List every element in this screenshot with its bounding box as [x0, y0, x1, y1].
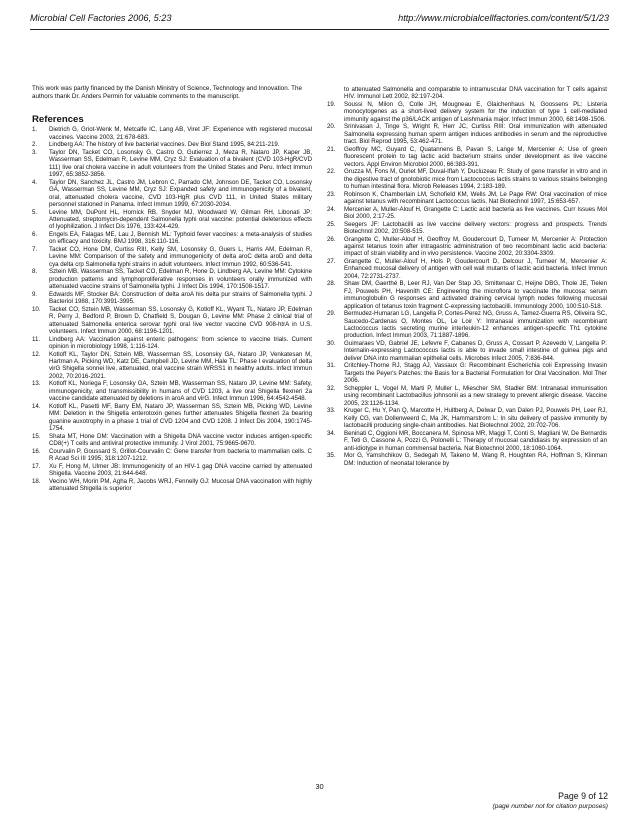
reference-item [327, 191, 607, 206]
reference-text: Tacket CO, Hone DM, Curtiss RIII, Kelly SM, Losonsky G, Guers L, Harris AM, Edelman R, Levine MM: Comparison of the safety and immunogenicity of delta aroC delta aroD and delta cya delta crp Salmonella typhi strains in adult volunteers. Infect Immun 1992, 60:536-541. [49, 246, 312, 268]
reference-text: Critchley-Thorne RJ, Stagg AJ, Vassaux G: Recombinant Escherichia coli Expressing Invasin Targets the Peyer's Patches: the Basis for a Bacterial Formulation for Oral Vaccination. Mol Ther 2006. [344, 362, 607, 385]
reference-item [327, 407, 607, 429]
reference-item [327, 310, 607, 340]
header-divider [30, 29, 609, 30]
reference-item [32, 291, 312, 306]
reference-item [32, 306, 312, 336]
reference-text: Kotloff KL, Pasetti MF, Barry EM, Nataro JP, Wasserman SS, Sztein MB, Picking WD, Levine MM: Deletion in the Shigella enterotoxin genes further attenuates Shigella flexneri 2a bearing guanine auxotrophy in a phase 1 trial of CVD 1204 and CVD 1208. J Infect Dis 2004, 190:1745-1754. [49, 402, 312, 433]
reference-number: 6. [32, 231, 38, 239]
reference-text: Taylor DN, Sanchez JL, Castro JM, Lebron C, Parrado CM, Johnson DE, Tacket CO, Losonsky GA, Wasserman SS, Levine MM, Cryz SJ: Expanded safety and immunogenicity of a bivalent, oral, attenuated cholera vaccine, CVD 103-HgR plus CVD 111, in United States military personnel stationed in Panama. Infect Immun 1999, 67:2030-2034. [49, 178, 312, 209]
reference-item [327, 362, 607, 384]
reference-number: 34. [327, 429, 336, 437]
reference-number: 19. [327, 101, 336, 108]
reference-item [32, 433, 312, 448]
reference-item [327, 221, 607, 236]
reference-number: 27. [327, 258, 336, 266]
reference-text: Grangette C, Muller-Alouf H, Geoffroy M, Goudercourt D, Turneer M, Mercenier A: Protection against tetanus toxin after intragastric administration of two recombinant lactic acid bacteria: impact of strain viability and in vivo persistence. Vaccine 2002, 20:3304-3309. [344, 235, 607, 258]
reference-number: 7. [32, 246, 38, 254]
reference-item [32, 268, 312, 290]
reference-text: Shaw DM, Gaerthé B, Leer RJ, Van Der Stap JG, Smittenaar C, Heijne DBG, Thole JE, Tielen FJ, Pouwels PH, Havenith CE: Engineering the microflora to vaccinate the mucosa: serum immunoglobulin G responses and activated draining cervical lymph nodes following mucosal application of tetanus toxin fragment C-expressing lactobacilli. Immunology 2000, 100:510-518. [344, 280, 607, 310]
reference-number: 23. [327, 190, 336, 198]
reference-text: Levine MM, DuPont HL, Hornick RB, Snyder MJ, Woodward W, Gilman RH, Libonati JP: Attenuated, streptomycin-dependent Salmonella typhi oral vaccine: potential deleterious effects of lyophilization. J Infect Dis 1976, 133:424-429. [49, 208, 312, 231]
reference-number: 4. [32, 178, 38, 186]
reference-number: 15. [32, 432, 41, 440]
reference-text: Courvalin P, Goussard S, Grillot-Courvalin C: Gene transfer from bacteria to mammalian cells. C R Acad Sci III 1995, 318:1207-1212. [49, 447, 312, 463]
reference-text: Mor G, Yamshchikov G, Sedegah M, Takeno M, Wang R, Houghten RA, Hoffman S, Klinman DM: Induction of neonatal tolerance by [344, 452, 607, 467]
reference-number: 35. [327, 452, 336, 460]
reference-item [327, 385, 607, 407]
reference-text: Soussi N, Milon G, Colle JH, Mougneau E, Glaichenhaus N, Goossens PL: Listeria monocytogenes as a short-lived delivery system for the induction of type 1 cell-mediated immunity against the p36/LACK antigen of Leishmania major. Infect Immun 2000, 68:1498-1506. [344, 101, 607, 123]
reference-number: 11. [32, 335, 41, 343]
reference-text: Lindberg AA: Vaccination against enteric pathogens: from science to vaccine trials. Current opinion in microbiology 1998, 1:116-124. [49, 335, 312, 351]
reference-number: 10. [32, 305, 41, 313]
reference-number: 16. [32, 447, 41, 455]
reference-item [32, 179, 312, 209]
references-heading: References [32, 114, 84, 125]
page-header [30, 13, 609, 23]
reference-item [32, 380, 312, 402]
reference-number: 29. [327, 310, 336, 318]
reference-number: 22. [327, 168, 336, 176]
reference-text: Kruger C, Hu Y, Pan Q, Marcotte H, Hultberg A, Delwar D, van Dalen PJ, Pouwels PH, Leer RJ, Kelly CG, van Dollenweerd C, Ma JK, Hammarstrom L: In situ delivery of passive immunity by lactobacilli producing single-chain antibodies. Nat Biotechnol 2002, 20:702-706. [344, 407, 607, 430]
reference-item [32, 448, 312, 463]
reference-number: 18. [32, 477, 41, 485]
reference-item [327, 340, 607, 362]
reference-number: 1. [32, 126, 38, 134]
reference-item [32, 141, 312, 148]
reference-item [327, 101, 607, 123]
right-column [327, 86, 607, 467]
reference-item [327, 258, 607, 280]
reference-text: Kotloff KL, Noriega F, Losonsky GA, Sztein MB, Wasserman SS, Nataro JP, Levine MM: Safety, immunogenicity, and transmissibility in humans of CVD 1203, a live oral Shigella flexneri 2a vaccine candidate attenuated by deletions in aroA and virG. Infect Immun 1996, 64:4542-4548. [49, 380, 312, 403]
reference-text: Srinivasan J, Tinge S, Wright R, Herr JC, Curtiss RIII: Oral immunization with attenuated Salmonella expressing human sperm antigen induces antibodies in serum and the reproductive tract. Biol Reprod 1995, 53:462-471. [344, 123, 607, 146]
printed-page-number: 30 [315, 782, 324, 791]
reference-item [327, 236, 607, 258]
reference-number: 31. [327, 362, 336, 370]
reference-text: Shata MT, Hone DM: Vaccination with a Shigella DNA vaccine vector induces antigen-specific CD8(+) T cells and antiviral protective immunity. J Virol 2001, 75:9665-9670. [49, 432, 312, 448]
reference-item [327, 86, 607, 101]
reference-number: 8. [32, 268, 38, 276]
reference-item [32, 351, 312, 381]
acknowledgements: This work was partly financed by the Danish Ministry of Science, Technology and Innovation. The authors thank Dr. Anders Permin for valuable comments to the manuscript. [32, 85, 302, 100]
reference-number: 13. [32, 380, 41, 388]
reference-text: Edwards MF, Stocker BA: Construction of delta aroA his delta pur strains of Salmonella typhi. J Bacteriol 1988, 170:3991-3995. [49, 290, 312, 306]
reference-item [32, 126, 312, 141]
reference-text: Scheppler L, Vogel M, Marti P, Muller L, Miescher SM, Stadler BM: Intranasal immunisation using recombinant Lactobacillus johnsonii as a new strategy to prevent allergic disease. Vaccine 2005, 23:1126-1134. [344, 384, 607, 407]
left-column [32, 85, 312, 493]
reference-text: Xu F, Hong M, Ulmer JB: Immunogenicity of an HIV-1 gag DNA vaccine carried by attenuated Shigella. Vaccine 2003, 21:644-648. [49, 462, 312, 478]
reference-item [327, 430, 607, 452]
reference-text: Beninati C, Oggioni MR, Boccanera M, Spinosa MR, Maggi T, Conti S, Magliani W, De Bernardis F, Teti G, Cassone A, Pozzi G, Polonelli L: Therapy of mucosal candidiasis by expression of an anti-idiotype in human commensal bacteria. Nat Biotechnol 2000, 18:1060-1064. [344, 429, 607, 452]
reference-text: Robinson K, Chamberlain LM, Schofield KM, Wells JM, Le Page RW: Oral vaccination of mice against tetanus with recombinant Lactococcus lactis. Nat Biotechnol 1997, 15:653-657. [344, 190, 607, 206]
reference-text: Lindberg AA: The history of live bacterial vaccines. Dev Biol Stand 1995, 84:211-219. [49, 141, 280, 149]
reference-number: 3. [32, 149, 38, 156]
reference-text: Geoffroy MC, Guyard C, Quatannens B, Pavan S, Lange M, Mercenier A: Use of green fluorescent protein to tag lactic acid bacterium strains under development as live vaccine vectors. Appl Environ Microbiol 2000, 66:383-391. [344, 145, 607, 168]
reference-number: 21. [327, 145, 336, 153]
reference-number: 30. [327, 340, 336, 348]
reference-number: 17. [32, 462, 41, 470]
reference-item [327, 206, 607, 221]
reference-number: 25. [327, 220, 336, 228]
reference-number: 2. [32, 141, 38, 149]
reference-item [32, 336, 312, 351]
reference-number: 28. [327, 280, 336, 288]
citation-note: (page number not for citation purposes) [492, 803, 608, 810]
reference-text: Seegers JF: Lactobacilli as live vaccine delivery vectors: progress and prospects. Trends Biotechnol 2002, 20:508-515. [344, 220, 607, 236]
reference-text: Tacket CO, Sztein MB, Wasserman SS, Losonsky G, Kotloff KL, Wyant TL, Nataro JP, Edelman R, Perry J, Bedford P, Brown D, Chatfield S, Dougan G, Levine MM: Phase 2 clinical trial of attenuated Salmonella enterica serovar typhi oral live vector vaccine CVD 908-htrA in U.S. volunteers. Infect Immun 2000, 68:1196-1201. [49, 305, 312, 336]
reference-number: 24. [327, 205, 336, 213]
reference-text: Bermudez-Humaran LG, Langella P, Cortes-Perez NG, Gruss A, Tamez-Guerra RS, Oliveira SC, Saucedo-Cardenas O, Montes OL, Le Loir Y: Intranasal immunization with recombinant Lactococcus lactis secreting murine interleukin-12 enhances antigen-specific Th1 cytokine production. Infect Immun 2003, 71:1887-1896. [344, 310, 607, 340]
reference-list-left [32, 126, 312, 492]
journal-citation: Microbial Cell Factories 2006, 5:23 [30, 13, 172, 23]
reference-text: Grangette C, Muller-Alouf H, Hols P, Goudercourt D, Delcour J, Turneer M, Mercenier A: Enhanced mucosal delivery of antigen with cell wall mutants of lactic acid bacteria. Infect Immun 2004, 72:2731-2737. [344, 258, 607, 280]
reference-item [32, 149, 312, 179]
reference-number: 20. [327, 123, 336, 131]
reference-item [32, 231, 312, 246]
reference-item [327, 146, 607, 168]
reference-item [327, 452, 607, 467]
reference-text: Guimaraes VD, Gabriel JE, Lefevre F, Cabanes D, Gruss A, Cossart P, Azevedo V, Langella P: Internalin-expressing Lactococcus lactis is able to invade small intestine of guinea pigs and deliver DNA into mammalian epithelial cells. Microbes Infect 2005, 7:836-844. [344, 340, 607, 362]
reference-number: 26. [327, 235, 336, 243]
reference-text: to attenuated Salmonella and comparable to intramuscular DNA vaccination for T cells against HIV. Immunol Lett 2002, 82:197-204. [344, 86, 607, 101]
reference-item [327, 168, 607, 190]
reference-text: Kotloff KL, Taylor DN, Sztein MB, Wasserman SS, Losonsky GA, Nataro JP, Venkatesan M, Hartman A, Picking WD, Katz DE, Campbell JD, Levine MM, Hale TL: Phase I evaluation of delta virG Shigella sonnei live, attenuated, oral vaccine strain WRSS1 in healthy adults. Infect Immun 2002, 70:2016-2021. [49, 350, 312, 380]
reference-item [327, 280, 607, 310]
reference-number: 12. [32, 350, 41, 358]
article-url[interactable]: http://www.microbialcellfactories.com/content/5/1/23 [398, 13, 609, 23]
reference-text: Gruzza M, Fons M, Ouriet MF, Duval-Iflah Y, Ducluzeau R: Study of gene transfer in vitro and in the digestive tract of gnotobiotic mice from Lactococcus lactis strains to various strains belonging to human intestinal flora. Microb Releases 1994, 2:183-189. [344, 168, 607, 191]
page-footer [493, 791, 608, 810]
page-indicator: Page 9 of 12 [558, 791, 608, 801]
reference-text: Mercenier A, Muller-Alouf H, Grangette C: Lactic acid bacteria as live vaccines. Curr Issues Mol Biol 2000, 2:17-25. [344, 205, 607, 221]
reference-list-right [327, 86, 607, 467]
reference-text: Sztein MB, Wasserman SS, Tacket CO, Edelman R, Hone D, Lindberg AA, Levine MM: Cytokine production patterns and lymphoproliferative responses in volunteers orally immunized with attenuated vaccine strains of Salmonella typhi. J Infect Dis 1994, 170:1508-1517. [49, 268, 312, 291]
reference-number: 32. [327, 384, 336, 392]
reference-number: 5. [32, 208, 38, 216]
reference-item [32, 209, 312, 231]
reference-number: 9. [32, 290, 38, 298]
reference-text: Taylor DN, Tacket CO, Losonsky G, Castro O, Gutierrez J, Meza R, Nataro JP, Kaper JB, Wasserman SS, Edelman R, Levine MM, Cryz SJ: Evaluation of a bivalent (CVD 103-HgR/CVD 111) live oral cholera vaccine in adult volunteers from the United States and Peru. Infect Immun 1997, 65:3852-3856. [49, 149, 312, 179]
reference-item [32, 463, 312, 478]
reference-number [327, 86, 344, 101]
reference-item [32, 403, 312, 433]
reference-text: Vecino WH, Morin PM, Agha R, Jacobs WRJ, Fennelly GJ: Mucosal DNA vaccination with highly attenuated Shigella is superior [49, 477, 312, 493]
reference-number: 33. [327, 407, 336, 415]
reference-text: Engels EA, Falagas ME, Lau J, Bennish ML: Typhoid fever vaccines: a meta-analysis of studies on efficacy and toxicity. BMJ 1998, 316:110-116. [49, 231, 312, 246]
reference-number: 14. [32, 402, 41, 410]
reference-item [327, 123, 607, 145]
reference-item [32, 478, 312, 493]
reference-item [32, 246, 312, 268]
reference-text: Dietrich G, Griot-Wenk M, Metcalfe IC, Lang AB, Viret JF: Experience with registered mucosal vaccines. Vaccine 2003, 21:678-683. [49, 126, 312, 141]
